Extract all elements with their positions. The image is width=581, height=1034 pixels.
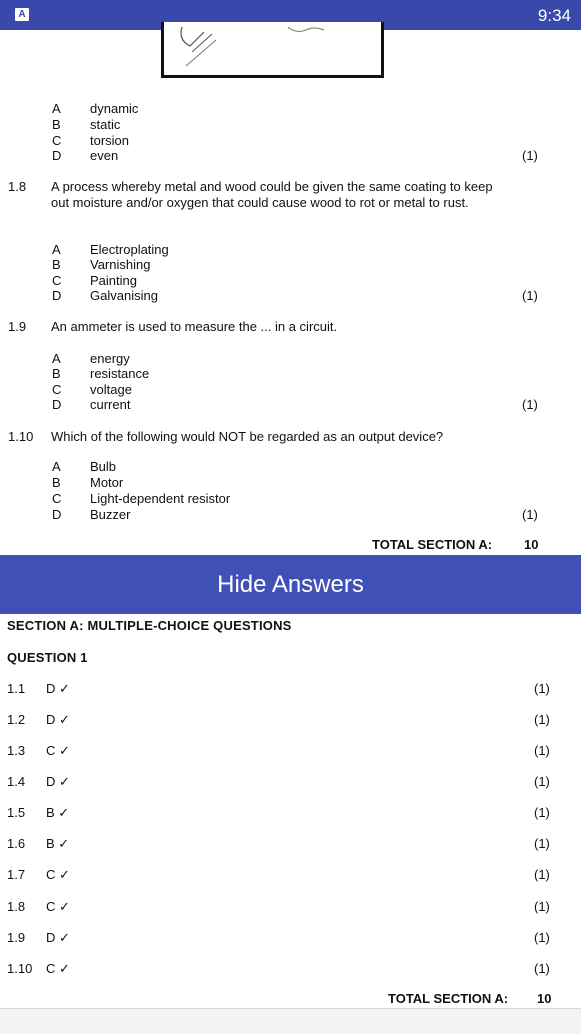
mark-allocation: (1) xyxy=(522,288,538,303)
question-number: 1.9 xyxy=(8,319,27,334)
option-text: Painting xyxy=(90,273,137,288)
question-text: An ammeter is used to measure the ... in a circuit. xyxy=(51,319,338,334)
option-text: current xyxy=(90,397,131,412)
answer-mark: (1) xyxy=(534,774,550,789)
answer-mark: (1) xyxy=(534,743,550,758)
option-letter: C xyxy=(52,273,62,288)
question-number: 1.8 xyxy=(8,179,27,194)
figure-sketch-image xyxy=(164,22,381,75)
option-text: energy xyxy=(90,351,130,366)
answer-value: D ✓ xyxy=(46,712,70,727)
question-text: A process whereby metal and wood could be given the same coating to keep out moisture and/or oxygen that could cause wood to rot or metal to rust. xyxy=(51,179,493,210)
answer-mark: (1) xyxy=(534,805,550,820)
option-letter: A xyxy=(52,351,61,366)
answer-mark: (1) xyxy=(534,867,550,882)
answer-mark: (1) xyxy=(534,681,550,696)
question-number: 1.10 xyxy=(8,429,34,444)
option-text: Buzzer xyxy=(90,507,131,522)
answer-mark: (1) xyxy=(534,712,550,727)
option-letter: A xyxy=(52,242,61,257)
option-letter: B xyxy=(52,257,61,272)
option-letter: D xyxy=(52,507,62,522)
option-text: Light-dependent resistor xyxy=(90,491,231,506)
mark-allocation: (1) xyxy=(522,507,538,522)
status-time: 9:34 xyxy=(537,6,571,25)
answer-value: D ✓ xyxy=(46,681,70,696)
option-letter: A xyxy=(52,459,61,474)
answer-number: 1.6 xyxy=(7,836,26,851)
answer-value: C ✓ xyxy=(46,899,70,914)
hide-answers-button[interactable]: Hide Answers xyxy=(0,555,581,614)
answer-number: 1.5 xyxy=(7,805,26,820)
answer-value: C ✓ xyxy=(46,961,70,976)
bottom-divider xyxy=(0,1008,581,1034)
answer-value: C ✓ xyxy=(46,867,70,882)
answer-number: 1.3 xyxy=(7,743,26,758)
answer-value: C ✓ xyxy=(46,743,70,758)
question-text: Which of the following would NOT be regarded as an output device? xyxy=(51,429,444,444)
answer-number: 1.4 xyxy=(7,774,26,789)
app-notification-icon: A xyxy=(15,8,29,21)
option-text: voltage xyxy=(90,382,132,397)
answer-mark: (1) xyxy=(534,930,550,945)
answer-number: 1.2 xyxy=(7,712,26,727)
answer-value: B ✓ xyxy=(46,805,70,820)
option-letter: A xyxy=(52,101,61,116)
option-letter: C xyxy=(52,491,62,506)
answers-total-label: TOTAL SECTION A: xyxy=(388,991,509,1006)
answer-mark: (1) xyxy=(534,899,550,914)
option-text: Motor xyxy=(90,475,124,490)
option-letter: B xyxy=(52,366,61,381)
option-text: static xyxy=(90,117,121,132)
answer-mark: (1) xyxy=(534,836,550,851)
option-letter: C xyxy=(52,133,62,148)
option-text: even xyxy=(90,148,119,163)
answer-number: 1.1 xyxy=(7,681,26,696)
answer-value: D ✓ xyxy=(46,930,70,945)
option-letter: B xyxy=(52,475,61,490)
answers-section-title: SECTION A: MULTIPLE-CHOICE QUESTIONS xyxy=(7,618,292,633)
option-letter: D xyxy=(52,148,62,163)
answer-number: 1.7 xyxy=(7,867,26,882)
answer-number: 1.9 xyxy=(7,930,26,945)
option-text: dynamic xyxy=(90,101,139,116)
answers-total-value: 10 xyxy=(537,991,552,1006)
mark-allocation: (1) xyxy=(522,148,538,163)
option-letter: D xyxy=(52,397,62,412)
mark-allocation: (1) xyxy=(522,397,538,412)
option-letter: D xyxy=(52,288,62,303)
answer-mark: (1) xyxy=(534,961,550,976)
option-text: Electroplating xyxy=(90,242,169,257)
option-text: Bulb xyxy=(90,459,117,474)
option-text: Varnishing xyxy=(90,257,151,272)
option-text: Galvanising xyxy=(90,288,158,303)
option-text: torsion xyxy=(90,133,130,148)
question-figure xyxy=(161,22,384,78)
answer-number: 1.8 xyxy=(7,899,26,914)
answer-number: 1.10 xyxy=(7,961,33,976)
section-total-value: 10 xyxy=(524,537,539,552)
option-text: resistance xyxy=(90,366,150,381)
option-letter: B xyxy=(52,117,61,132)
section-total-label: TOTAL SECTION A: xyxy=(372,537,493,552)
answer-value: D ✓ xyxy=(46,774,70,789)
option-letter: C xyxy=(52,382,62,397)
answer-value: B ✓ xyxy=(46,836,70,851)
answers-question-title: QUESTION 1 xyxy=(7,650,88,665)
